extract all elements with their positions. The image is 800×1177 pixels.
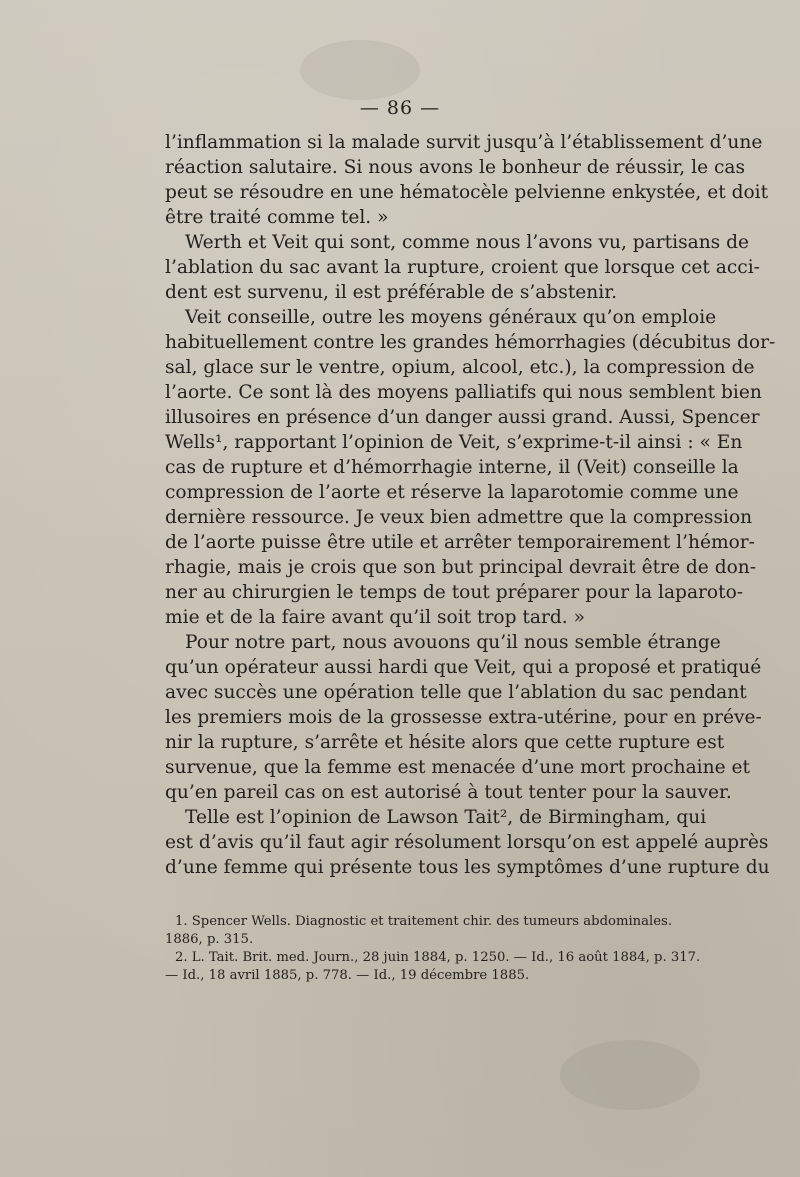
text-line: qu’en pareil cas on est autorisé à tout tenter pour la sauver. (165, 782, 732, 803)
text-line: nir la rupture, s’arrête et hésite alors que cette rupture est (165, 732, 725, 753)
text-line: rhagie, mais je crois que son but principal devrait être de don- (165, 557, 757, 578)
text-line: dernière ressource. Je veux bien admettre que la compression (165, 507, 753, 528)
text-line: survenue, que la femme est menacée d’une mort prochaine et (165, 757, 750, 778)
text-line: d’une femme qui présente tous les symptômes d’une rupture du (165, 857, 770, 878)
text-line: dent est survenu, il est préférable de s’abstenir. (165, 282, 617, 303)
text-line: les premiers mois de la grossesse extra-utérine, pour en préve- (165, 707, 762, 728)
paper-stain (560, 1040, 700, 1110)
text-line: compression de l’aorte et réserve la laparotomie comme une (165, 482, 739, 503)
text-line: l’inflammation si la malade survit jusqu’à l’établissement d’une (165, 132, 763, 153)
footnote: — Id., 18 avril 1885, p. 778. — Id., 19 décembre 1885. (165, 968, 530, 983)
text-line: ner au chirurgien le temps de tout préparer pour la laparoto- (165, 582, 744, 603)
text-line: l’aorte. Ce sont là des moyens palliatifs qui nous semblent bien (165, 382, 762, 403)
text-line: réaction salutaire. Si nous avons le bonheur de réussir, le cas (165, 157, 746, 178)
text-line: sal, glace sur le ventre, opium, alcool, etc.), la compression de (165, 357, 755, 378)
paragraph (165, 805, 770, 880)
text-line: Wells¹, rapportant l’opinion de Veit, s’exprime-t-il ainsi : « En (165, 432, 743, 453)
paragraph (165, 630, 762, 805)
paper-stain (300, 40, 420, 100)
text-line: illusoires en présence d’un danger aussi grand. Aussi, Spencer (165, 407, 760, 428)
text-line: Pour notre part, nous avouons qu’il nous semble étrange (185, 632, 721, 653)
footnote: 1886, p. 315. (165, 932, 254, 947)
text-line: l’ablation du sac avant la rupture, croient que lorsque cet acci- (165, 257, 760, 278)
body-text (165, 130, 776, 880)
text-line: habituellement contre les grandes hémorrhagies (décubitus dor- (165, 332, 776, 353)
text-line: Telle est l’opinion de Lawson Tait², de Birmingham, qui (185, 807, 707, 828)
page-number: — 86 — (359, 97, 441, 119)
paragraph (165, 230, 760, 305)
text-line: mie et de la faire avant qu’il soit trop tard. » (165, 607, 585, 628)
paragraph (165, 305, 776, 630)
text-line: Veit conseille, outre les moyens généraux qu’on emploie (185, 307, 717, 328)
footnote: 2. L. Tait. Brit. med. Journ., 28 juin 1884, p. 1250. — Id., 16 août 1884, p. 317. (175, 950, 701, 965)
footnote: 1. Spencer Wells. Diagnostic et traitement chir. des tumeurs abdominales. (175, 914, 673, 929)
paragraph (165, 130, 769, 230)
text-line: être traité comme tel. » (165, 207, 389, 228)
text-line: qu’un opérateur aussi hardi que Veit, qui a proposé et pratiqué (165, 657, 762, 678)
text-line: est d’avis qu’il faut agir résolument lorsqu’on est appelé auprès (165, 832, 769, 853)
text-line: de l’aorte puisse être utile et arrêter temporairement l’hémor- (165, 532, 755, 553)
text-line: avec succès une opération telle que l’ablation du sac pendant (165, 682, 747, 703)
text-line: peut se résoudre en une hématocèle pelvienne enkystée, et doit (165, 182, 769, 203)
footnotes (165, 913, 701, 985)
text-line: Werth et Veit qui sont, comme nous l’avons vu, partisans de (185, 232, 750, 253)
text-line: cas de rupture et d’hémorrhagie interne, il (Veit) conseille la (165, 457, 739, 478)
